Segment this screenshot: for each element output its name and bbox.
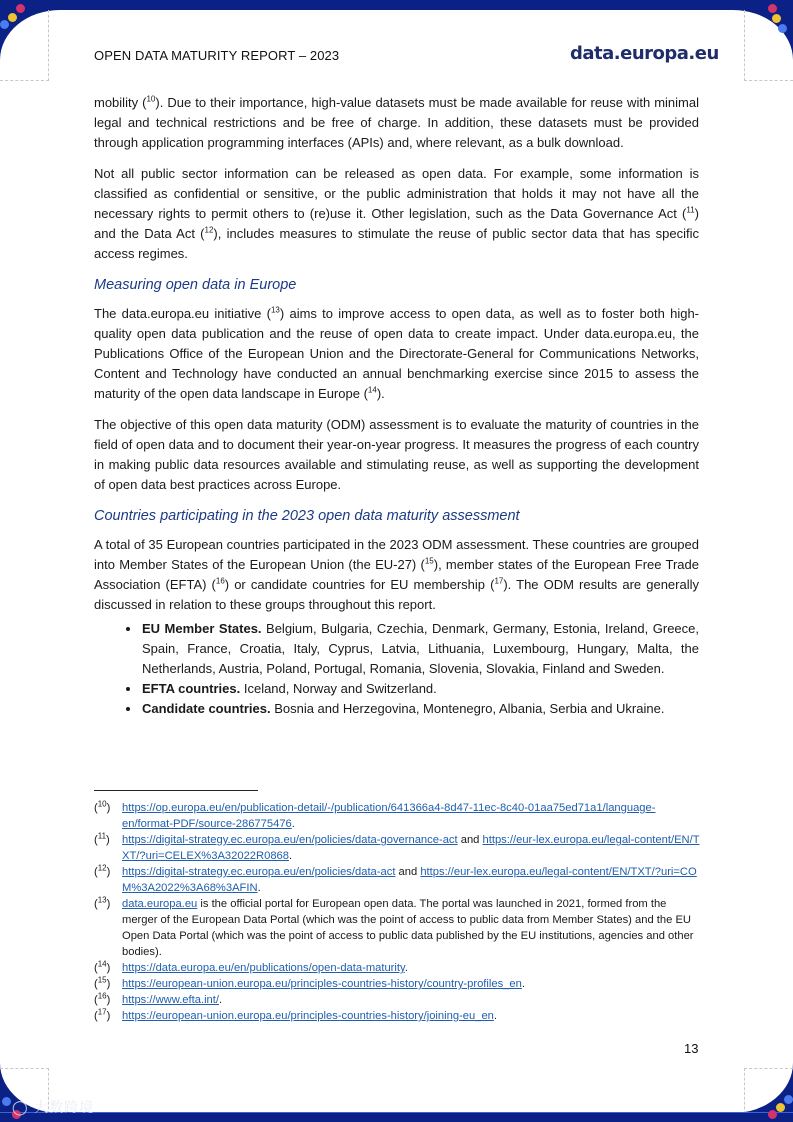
list-item-efta-countries (141, 679, 699, 699)
footnote-ref[interactable]: 16 (215, 576, 225, 586)
footnote-ref[interactable]: 14 (367, 385, 377, 395)
list-item-eu-member-states (141, 619, 699, 679)
footnote-16 (94, 992, 704, 1008)
group-countries: Iceland, Norway and Switzerland. (240, 681, 437, 696)
text: The data.europa.eu initiative ( (94, 306, 271, 321)
decor-dot-yellow-top-right (772, 14, 781, 23)
text: . (257, 882, 261, 894)
footnote-12 (94, 864, 704, 896)
paragraph-initiative (94, 304, 699, 404)
group-countries: Belgium, Bulgaria, Czechia, Denmark, Germany, Estonia, Ireland, Greece, Spain, France, Croatia, Italy, Cyprus, Latvia, Lithuania, Luxembourg, Hungary, Malta, the Netherlands, Austria, Poland, Portugal, Romania, Slovenia, Slovakia, Finland and Sweden. (142, 621, 699, 676)
footnote-number: ($^{13}$) (94, 895, 111, 910)
footnote-separator (94, 790, 258, 791)
footnote-number: ($^{17}$) (94, 1007, 111, 1022)
text: ) aims to improve access to open data, as well as to foster both high-quality open data publication and the reuse of open data to create impact. Under data.europa.eu, the Publications Office of the European Union and the Directorate-General for Communications Networks, Content and Technology have conducted an annual benchmarking exercise since 2015 to assess the maturity of the open data landscape in Europe ( (94, 306, 699, 401)
list-item-candidate-countries (141, 699, 699, 719)
decor-dot-pink-top-left (16, 4, 25, 13)
footnote-link[interactable]: https://eur-lex.europa.eu/legal-content/EN/TXT/?uri=COM%3A2022%3A68%3AFIN (122, 866, 697, 894)
footnote-body (122, 1008, 704, 1024)
footnote-ref[interactable]: 12 (204, 225, 214, 235)
footnote-link[interactable]: https://european-union.europa.eu/principles-countries-history/joining-eu_en (122, 1010, 494, 1022)
footnote-ref[interactable]: 11 (686, 205, 695, 215)
footnote-link[interactable]: https://digital-strategy.ec.europa.eu/en/policies/data-act (122, 866, 396, 878)
footnote-body (122, 992, 704, 1008)
text: A total of 35 European countries participated in the 2023 ODM assessment. These countries are grouped into Member States of the European Union (the EU-27) ( (94, 537, 699, 572)
paragraph-participants (94, 535, 699, 615)
footnote-17 (94, 1008, 704, 1024)
text: mobility ( (94, 95, 147, 110)
decor-dot-blue-top-right (778, 24, 787, 33)
text: and (395, 866, 421, 878)
section-heading-measuring: Measuring open data in Europe (94, 277, 297, 293)
decor-dot-blue-bottom-right (784, 1095, 793, 1104)
footnote-body (122, 960, 704, 976)
text: ), member states of the European Free Trade Association (EFTA) ( (94, 557, 699, 592)
footnote-number: ($^{10}$) (94, 799, 111, 814)
footnote-link[interactable]: https://data.europa.eu/en/publications/open-data-maturity (122, 962, 405, 974)
footnote-link[interactable]: https://op.europa.eu/en/publication-detail/-/publication/641366a4-8d47-11ec-8c40-01aa75ed71a1/language-en/format-PDF/source-286775476 (122, 802, 656, 830)
footnote-body (122, 800, 704, 832)
footnote-ref[interactable]: 10 (146, 94, 156, 104)
footnote-number: ($^{11}$) (94, 831, 110, 846)
text: ). (376, 386, 385, 401)
group-label: Candidate countries. (142, 701, 271, 716)
decor-dot-blue-top-left (0, 20, 9, 29)
data-europa-logo (570, 43, 719, 64)
crop-mark-top-right (744, 10, 793, 81)
text: . (289, 850, 293, 862)
text: ). Due to their importance, high-value datasets must be made available for reuse with minimal legal and technical restrictions and be free of charge. In addition, these datasets must be provided through application programming interfaces (APIs) and, where relevant, as a bulk download. (94, 95, 700, 150)
footnote-10 (94, 800, 704, 832)
paragraph-objective: The objective of this open data maturity (ODM) assessment is to evaluate the maturity of countries in the field of open data and to document their year-on-year progress. It measures the progress of each country in making public data resources available and stimulating reuse, as well as supporting the development of open data best practices across Europe. (94, 417, 699, 492)
text: . (219, 994, 223, 1006)
paragraph-public-sector-info (94, 164, 699, 264)
main-content (94, 93, 699, 719)
paragraph-high-value-datasets (94, 93, 699, 153)
text: ) or candidate countries for EU membership ( (224, 577, 495, 592)
text: . (404, 962, 408, 974)
footnote-13 (94, 896, 704, 960)
text: and (457, 834, 483, 846)
footnote-link[interactable]: data.europa.eu (122, 898, 198, 910)
text: . (521, 978, 525, 990)
footnote-14 (94, 960, 704, 976)
decor-dot-yellow-top-left (8, 13, 17, 22)
text: . (291, 818, 295, 830)
footnote-number: ($^{14}$) (94, 959, 111, 974)
footnote-body (122, 864, 704, 896)
decor-dot-yellow-bottom-right (776, 1103, 785, 1112)
footnote-link[interactable]: https://eur-lex.europa.eu/legal-content/EN/TXT/?uri=CELEX%3A32022R0868 (122, 834, 700, 862)
group-countries: Bosnia and Herzegovina, Montenegro, Albania, Serbia and Ukraine. (270, 701, 665, 716)
text: Not all public sector information can be released as open data. For example, some information is classified as confidential or sensitive, or the public administration that holds it may not have all the necessary rights to permit others to (re)use it. Other legislation, such as the Data Governance Act ( (94, 166, 699, 221)
footnote-15 (94, 976, 704, 992)
bottom-frame-band (0, 1112, 793, 1122)
footnote-ref[interactable]: 17 (494, 576, 504, 586)
text: ) and the Data Act ( (94, 206, 699, 241)
footnote-link[interactable]: https://digital-strategy.ec.europa.eu/en/policies/data-governance-act (122, 834, 458, 846)
group-label: EFTA countries. (142, 681, 241, 696)
group-label: EU Member States. (142, 621, 262, 636)
page-number: 13 (684, 1041, 699, 1056)
report-header-title: OPEN DATA MATURITY REPORT – 2023 (94, 48, 340, 63)
text: ). The ODM results are generally discussed in relation to these groups throughout this report. (94, 577, 699, 612)
section-heading-countries: Countries participating in the 2023 open data maturity assessment (94, 508, 520, 524)
logo-text: data.europa.eu (570, 43, 719, 64)
watermark (12, 1097, 94, 1117)
top-frame-band (0, 0, 793, 10)
text: . (493, 1010, 498, 1022)
decor-dot-blue-bottom-left (2, 1097, 11, 1106)
footnote-body (122, 896, 704, 960)
footnote-ref[interactable]: 13 (270, 305, 280, 315)
text: is the official portal for European open data. The portal was launched in 2021, formed from the merger of the European Data Portal (which was the point of access to public data from Member States) and the EU Open Data Portal (which was the point of access to public data published by the EU institutions, agencies and other bodies). (122, 898, 694, 958)
footnote-number: ($^{12}$) (94, 863, 111, 878)
text: ), includes measures to stimulate the reuse of public sector data that has specific access regimes. (94, 226, 699, 261)
country-groups-list (94, 619, 699, 719)
footnote-body (122, 832, 704, 864)
watermark-text: 大数跨境 (34, 1100, 95, 1116)
footnotes (94, 800, 704, 1024)
footnote-11 (94, 832, 704, 864)
footnote-ref[interactable]: 15 (424, 556, 434, 566)
footnote-number: ($^{15}$) (94, 975, 111, 990)
footnote-number: ($^{16}$) (94, 991, 111, 1006)
decor-dot-pink-bottom-right (768, 1110, 777, 1119)
footnote-link[interactable]: https://european-union.europa.eu/principles-countries-history/country-profiles_en (122, 978, 522, 990)
footnote-link[interactable]: https://www.efta.int/ (122, 994, 219, 1006)
watermark-logo-icon: ◯ (12, 1100, 29, 1116)
footnote-body (122, 976, 704, 992)
decor-dot-pink-top-right (768, 4, 777, 13)
